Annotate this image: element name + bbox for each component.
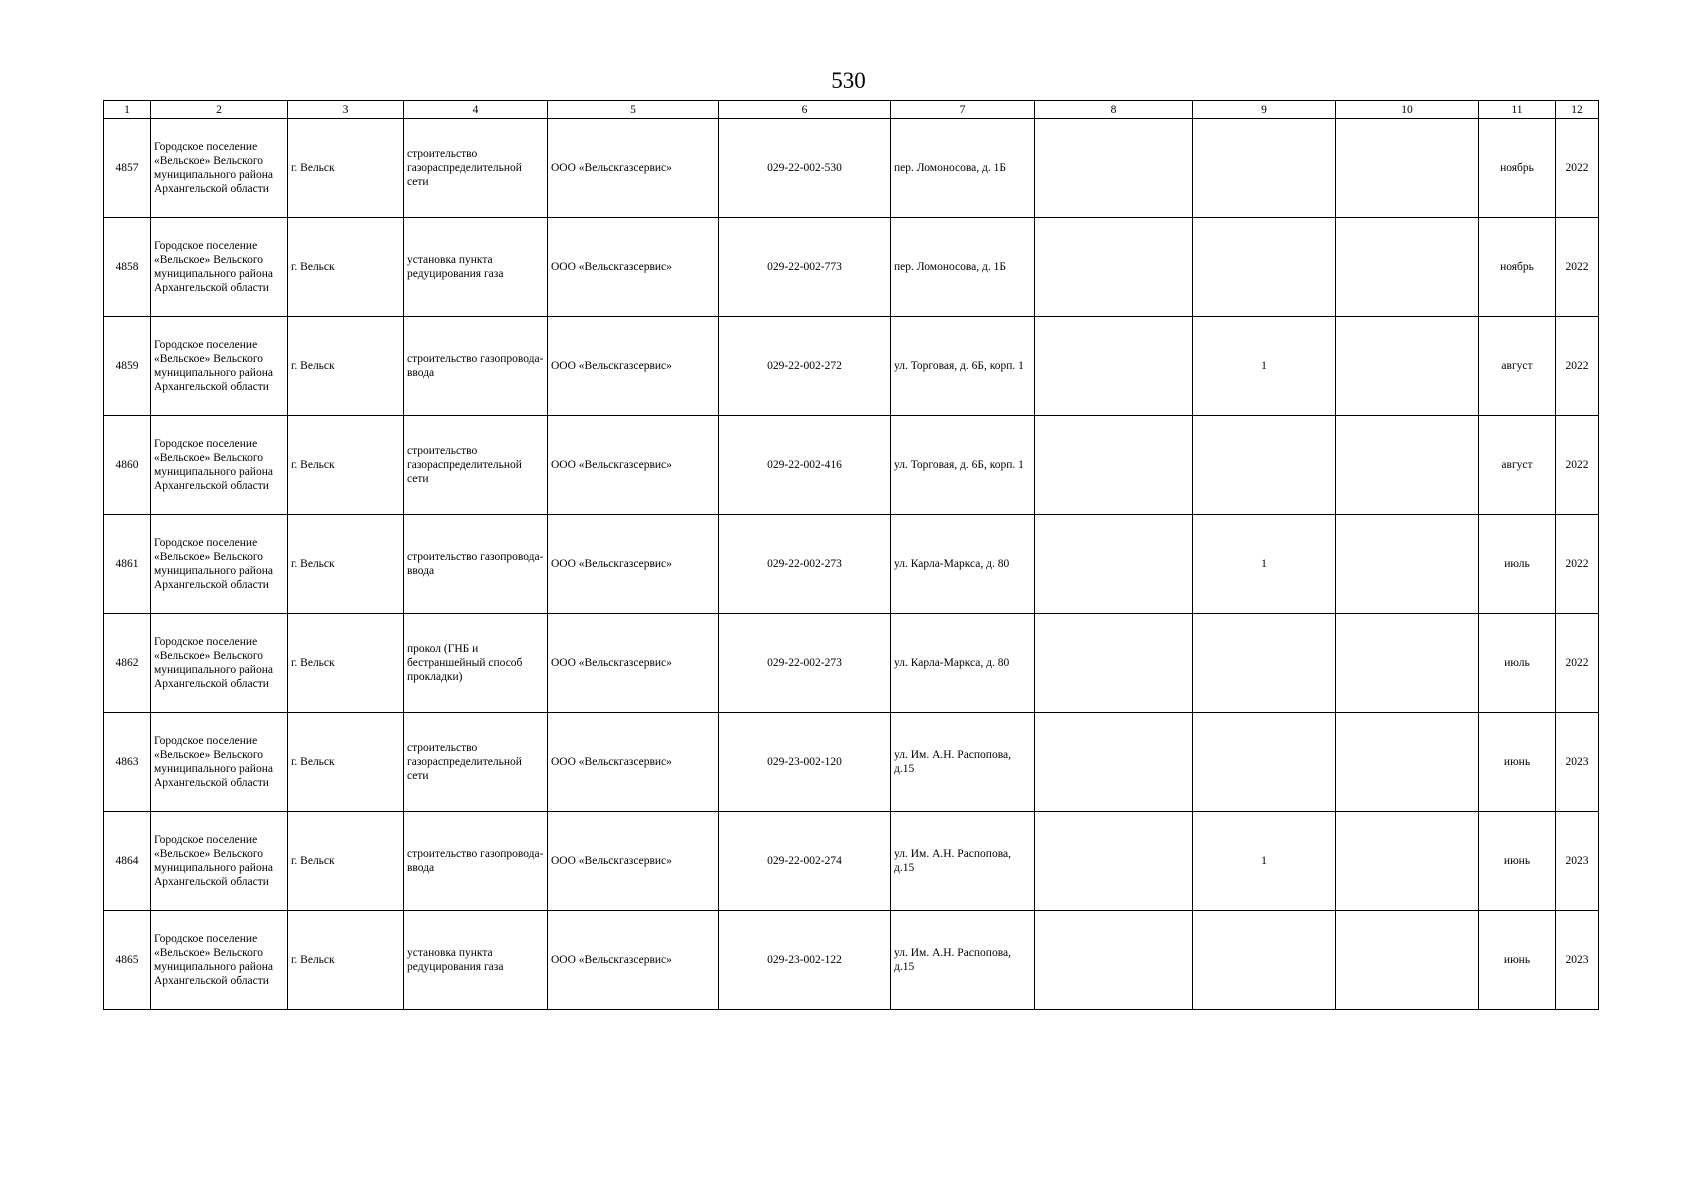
settlement-cell: Городское поселение «Вельское» Вельского муниципального района Архангельской области xyxy=(151,614,288,713)
column-10-cell xyxy=(1336,515,1479,614)
column-10-cell xyxy=(1336,416,1479,515)
column-10-cell xyxy=(1336,614,1479,713)
work-type-cell: строительство газопровода-ввода xyxy=(404,812,548,911)
column-8-cell xyxy=(1035,218,1193,317)
registry-code-cell: 029-22-002-273 xyxy=(719,614,891,713)
city-cell: г. Вельск xyxy=(288,119,404,218)
month-cell: ноябрь xyxy=(1479,119,1556,218)
month-cell: июнь xyxy=(1479,812,1556,911)
row-number: 4860 xyxy=(104,416,151,515)
column-8-cell xyxy=(1035,416,1193,515)
column-8-cell xyxy=(1035,119,1193,218)
settlement-cell: Городское поселение «Вельское» Вельского муниципального района Архангельской области xyxy=(151,812,288,911)
address-cell: ул. Карла-Маркса, д. 80 xyxy=(891,515,1035,614)
city-cell: г. Вельск xyxy=(288,317,404,416)
table-row xyxy=(104,218,1599,317)
column-header: 6 xyxy=(719,101,891,119)
column-header: 3 xyxy=(288,101,404,119)
organization-cell: ООО «Вельскгазсервис» xyxy=(548,317,719,416)
column-header: 11 xyxy=(1479,101,1556,119)
year-cell: 2022 xyxy=(1556,416,1599,515)
organization-cell: ООО «Вельскгазсервис» xyxy=(548,515,719,614)
page-number: 530 xyxy=(831,68,866,93)
address-cell: ул. Им. А.Н. Распопова, д.15 xyxy=(891,812,1035,911)
row-number: 4865 xyxy=(104,911,151,1010)
address-cell: пер. Ломоносова, д. 1Б xyxy=(891,119,1035,218)
month-cell: ноябрь xyxy=(1479,218,1556,317)
column-8-cell xyxy=(1035,812,1193,911)
registry-code-cell: 029-22-002-530 xyxy=(719,119,891,218)
year-cell: 2022 xyxy=(1556,317,1599,416)
year-cell: 2023 xyxy=(1556,812,1599,911)
register-table xyxy=(103,100,1599,1010)
settlement-cell: Городское поселение «Вельское» Вельского муниципального района Архангельской области xyxy=(151,515,288,614)
table-row xyxy=(104,515,1599,614)
settlement-cell: Городское поселение «Вельское» Вельского муниципального района Архангельской области xyxy=(151,416,288,515)
column-10-cell xyxy=(1336,911,1479,1010)
column-9-cell: 1 xyxy=(1193,812,1336,911)
column-header: 10 xyxy=(1336,101,1479,119)
column-9-cell xyxy=(1193,416,1336,515)
column-10-cell xyxy=(1336,119,1479,218)
column-header: 5 xyxy=(548,101,719,119)
column-9-cell xyxy=(1193,614,1336,713)
column-8-cell xyxy=(1035,713,1193,812)
table-row xyxy=(104,317,1599,416)
settlement-cell: Городское поселение «Вельское» Вельского муниципального района Архангельской области xyxy=(151,218,288,317)
city-cell: г. Вельск xyxy=(288,416,404,515)
organization-cell: ООО «Вельскгазсервис» xyxy=(548,218,719,317)
column-9-cell: 1 xyxy=(1193,317,1336,416)
column-8-cell xyxy=(1035,614,1193,713)
row-number: 4857 xyxy=(104,119,151,218)
table-body xyxy=(104,119,1599,1010)
column-9-cell xyxy=(1193,911,1336,1010)
month-cell: июнь xyxy=(1479,713,1556,812)
address-cell: ул. Им. А.Н. Распопова, д.15 xyxy=(891,713,1035,812)
month-cell: июнь xyxy=(1479,911,1556,1010)
column-9-cell xyxy=(1193,119,1336,218)
column-header: 1 xyxy=(104,101,151,119)
organization-cell: ООО «Вельскгазсервис» xyxy=(548,812,719,911)
column-8-cell xyxy=(1035,317,1193,416)
registry-code-cell: 029-22-002-273 xyxy=(719,515,891,614)
settlement-cell: Городское поселение «Вельское» Вельского муниципального района Архангельской области xyxy=(151,317,288,416)
work-type-cell: строительство газораспределительной сети xyxy=(404,119,548,218)
registry-code-cell: 029-23-002-120 xyxy=(719,713,891,812)
column-9-cell: 1 xyxy=(1193,515,1336,614)
address-cell: ул. Торговая, д. 6Б, корп. 1 xyxy=(891,416,1035,515)
row-number: 4863 xyxy=(104,713,151,812)
month-cell: июль xyxy=(1479,614,1556,713)
organization-cell: ООО «Вельскгазсервис» xyxy=(548,614,719,713)
row-number: 4859 xyxy=(104,317,151,416)
column-8-cell xyxy=(1035,515,1193,614)
column-10-cell xyxy=(1336,713,1479,812)
table-row xyxy=(104,812,1599,911)
work-type-cell: строительство газораспределительной сети xyxy=(404,416,548,515)
row-number: 4861 xyxy=(104,515,151,614)
year-cell: 2022 xyxy=(1556,119,1599,218)
organization-cell: ООО «Вельскгазсервис» xyxy=(548,416,719,515)
year-cell: 2022 xyxy=(1556,218,1599,317)
work-type-cell: установка пункта редуцирования газа xyxy=(404,911,548,1010)
column-header: 2 xyxy=(151,101,288,119)
table-row xyxy=(104,713,1599,812)
city-cell: г. Вельск xyxy=(288,911,404,1010)
city-cell: г. Вельск xyxy=(288,218,404,317)
registry-code-cell: 029-22-002-773 xyxy=(719,218,891,317)
settlement-cell: Городское поселение «Вельское» Вельского муниципального района Архангельской области xyxy=(151,119,288,218)
column-8-cell xyxy=(1035,911,1193,1010)
year-cell: 2022 xyxy=(1556,614,1599,713)
year-cell: 2023 xyxy=(1556,911,1599,1010)
year-cell: 2022 xyxy=(1556,515,1599,614)
column-header: 4 xyxy=(404,101,548,119)
column-9-cell xyxy=(1193,713,1336,812)
address-cell: пер. Ломоносова, д. 1Б xyxy=(891,218,1035,317)
table-row xyxy=(104,119,1599,218)
registry-code-cell: 029-22-002-416 xyxy=(719,416,891,515)
registry-code-cell: 029-23-002-122 xyxy=(719,911,891,1010)
row-number: 4864 xyxy=(104,812,151,911)
city-cell: г. Вельск xyxy=(288,515,404,614)
registry-code-cell: 029-22-002-272 xyxy=(719,317,891,416)
organization-cell: ООО «Вельскгазсервис» xyxy=(548,119,719,218)
year-cell: 2023 xyxy=(1556,713,1599,812)
column-header: 9 xyxy=(1193,101,1336,119)
column-header: 8 xyxy=(1035,101,1193,119)
table-row xyxy=(104,416,1599,515)
city-cell: г. Вельск xyxy=(288,812,404,911)
column-10-cell xyxy=(1336,812,1479,911)
organization-cell: ООО «Вельскгазсервис» xyxy=(548,911,719,1010)
work-type-cell: прокол (ГНБ и бестраншейный способ прокладки) xyxy=(404,614,548,713)
column-header: 12 xyxy=(1556,101,1599,119)
work-type-cell: установка пункта редуцирования газа xyxy=(404,218,548,317)
row-number: 4858 xyxy=(104,218,151,317)
row-number: 4862 xyxy=(104,614,151,713)
month-cell: август xyxy=(1479,317,1556,416)
table-row xyxy=(104,614,1599,713)
address-cell: ул. Карла-Маркса, д. 80 xyxy=(891,614,1035,713)
city-cell: г. Вельск xyxy=(288,713,404,812)
city-cell: г. Вельск xyxy=(288,614,404,713)
header-row xyxy=(104,101,1599,119)
work-type-cell: строительство газораспределительной сети xyxy=(404,713,548,812)
registry-code-cell: 029-22-002-274 xyxy=(719,812,891,911)
address-cell: ул. Торговая, д. 6Б, корп. 1 xyxy=(891,317,1035,416)
table-row xyxy=(104,911,1599,1010)
work-type-cell: строительство газопровода-ввода xyxy=(404,515,548,614)
column-10-cell xyxy=(1336,317,1479,416)
column-10-cell xyxy=(1336,218,1479,317)
month-cell: август xyxy=(1479,416,1556,515)
settlement-cell: Городское поселение «Вельское» Вельского муниципального района Архангельской области xyxy=(151,713,288,812)
organization-cell: ООО «Вельскгазсервис» xyxy=(548,713,719,812)
column-9-cell xyxy=(1193,218,1336,317)
work-type-cell: строительство газопровода-ввода xyxy=(404,317,548,416)
address-cell: ул. Им. А.Н. Распопова, д.15 xyxy=(891,911,1035,1010)
settlement-cell: Городское поселение «Вельское» Вельского муниципального района Архангельской области xyxy=(151,911,288,1010)
month-cell: июль xyxy=(1479,515,1556,614)
column-header: 7 xyxy=(891,101,1035,119)
